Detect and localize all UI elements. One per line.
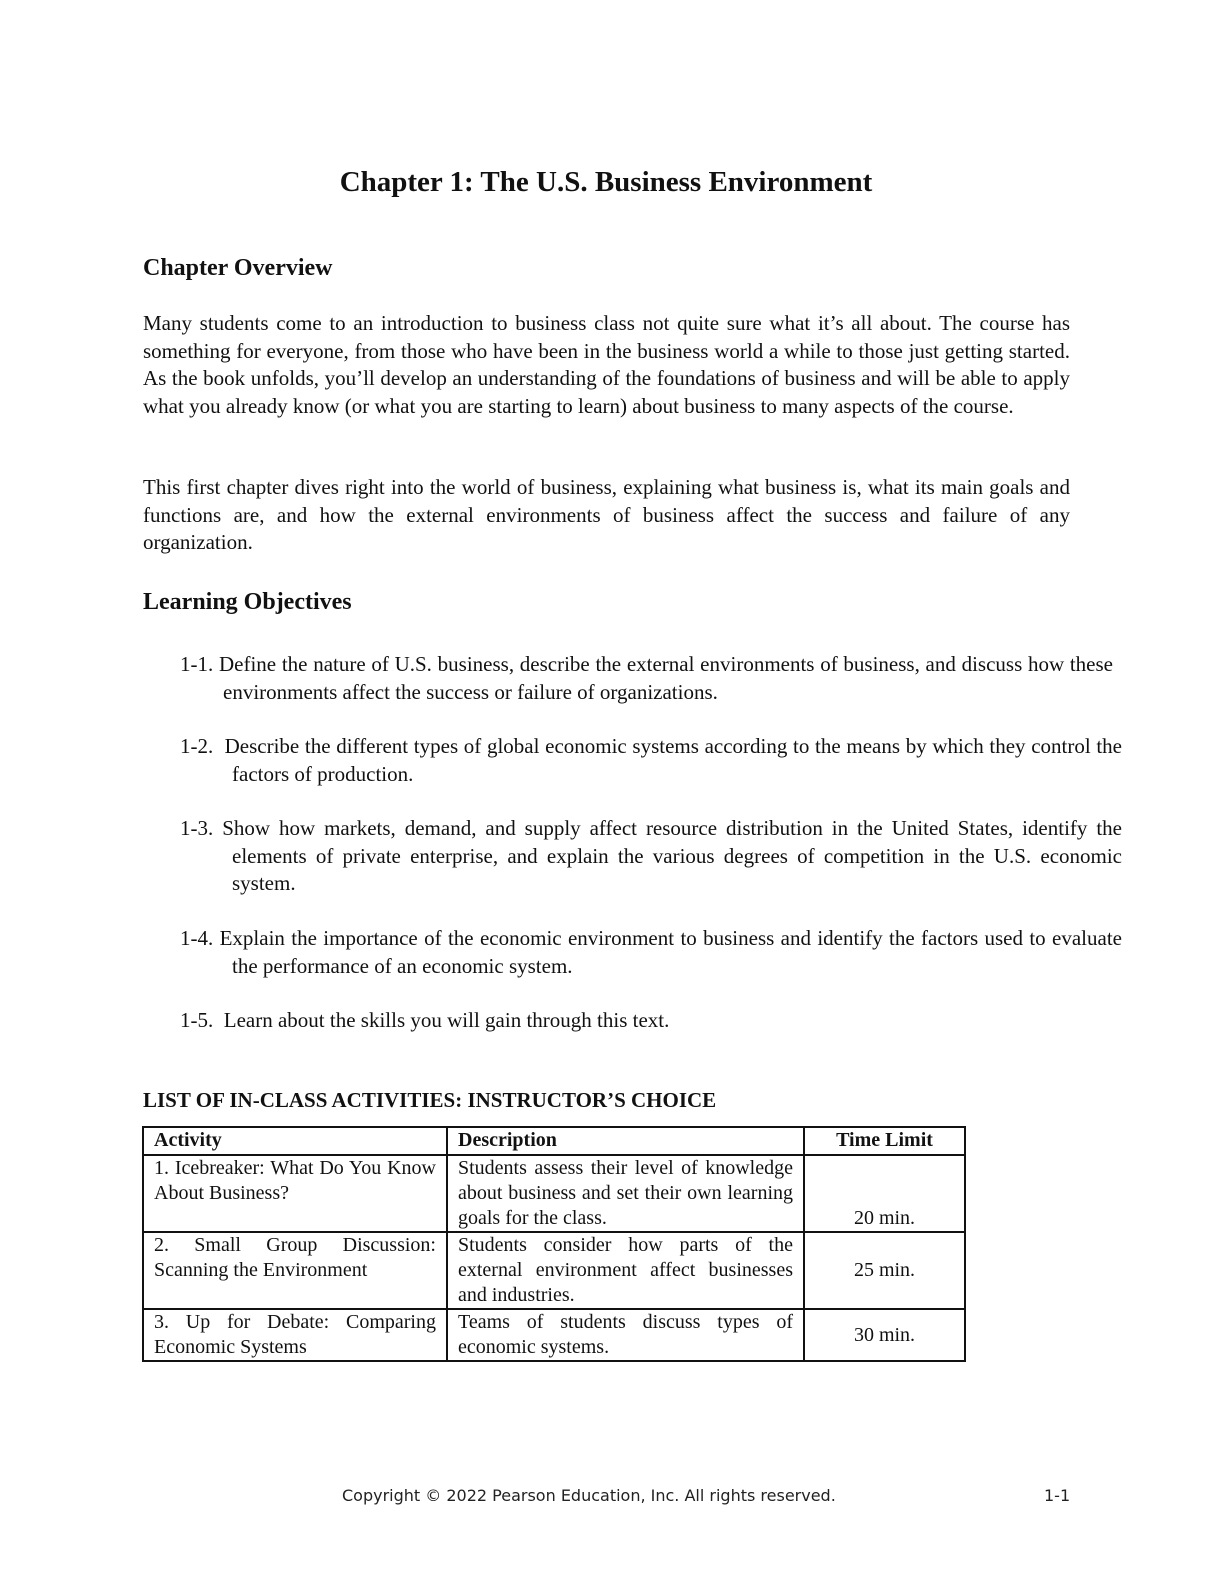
objective-text: Show how markets, demand, and supply affect resource distribution in the United States, identify the elements of private enterprise, and explain the various degrees of competition in the U.S. economic system. (222, 816, 1122, 895)
table-header-row (143, 1127, 965, 1155)
table-row (143, 1232, 965, 1309)
activities-heading: LIST OF IN-CLASS ACTIVITIES: INSTRUCTOR’S CHOICE (143, 1088, 717, 1112)
objective-text: Learn about the skills you will gain through this text. (223, 1008, 670, 1032)
table-row (143, 1155, 965, 1232)
objective-1-2 (180, 733, 1122, 788)
objective-1-5 (180, 1007, 1070, 1035)
time-limit-cell: 30 min. (804, 1309, 965, 1361)
time-limit-cell: 20 min. (804, 1155, 965, 1232)
objective-1-1 (180, 651, 1113, 706)
overview-paragraph-1: Many students come to an introduction to business class not quite sure what it’s all about. The course has something for everyone, from those who have been in the business world a while to those just getting started. As the book unfolds, you’ll develop an understanding of the foundations of business and will be able to apply what you already know (or what you are starting to learn) about business to many aspects of the course. (143, 311, 1070, 418)
footer-page-number: 1-1 (1044, 1486, 1071, 1505)
objectives-heading: Learning Objectives (143, 589, 352, 615)
overview-paragraph-2: This first chapter dives right into the world of business, explaining what business is, what its main goals and functions are, and how the external environments of business affect the success and failure of any organization. (143, 475, 1070, 554)
objective-1-4 (180, 925, 1122, 980)
objective-text: Define the nature of U.S. business, describe the external environments of business, and discuss how these environments affect the success or failure of organizations. (218, 652, 1114, 704)
overview-heading: Chapter Overview (143, 255, 333, 281)
table-row (143, 1309, 965, 1361)
description-cell: Teams of students discuss types of economic systems. (447, 1309, 804, 1361)
objective-text: Describe the different types of global economic systems according to the means by which they control the factors of production. (224, 734, 1123, 786)
objective-number: 1-4. (180, 926, 220, 950)
objective-1-3 (180, 815, 1122, 898)
activity-cell: 3. Up for Debate: Comparing Economic Systems (143, 1309, 447, 1361)
column-header-description: Description (447, 1127, 804, 1155)
column-header-time-limit: Time Limit (804, 1127, 965, 1155)
time-limit-cell: 25 min. (804, 1232, 965, 1309)
description-cell: Students assess their level of knowledge about business and set their own learning goals for the class. (447, 1155, 804, 1232)
activity-cell: 1. Icebreaker: What Do You Know About Business? (143, 1155, 447, 1232)
footer-copyright: Copyright © 2022 Pearson Education, Inc. All rights reserved. (342, 1486, 836, 1505)
objective-text: Explain the importance of the economic environment to business and identify the factors used to evaluate the performance of an economic system. (219, 926, 1122, 978)
objective-number: 1-2. (180, 734, 225, 758)
objective-number: 1-1. (180, 652, 219, 676)
objective-number: 1-3. (180, 816, 223, 840)
column-header-activity: Activity (143, 1127, 447, 1155)
objective-number: 1-5. (180, 1008, 224, 1032)
chapter-title: Chapter 1: The U.S. Business Environment (339, 166, 873, 198)
activities-table (142, 1126, 966, 1362)
description-cell: Students consider how parts of the external environment affect businesses and industries. (447, 1232, 804, 1309)
activity-cell: 2. Small Group Discussion: Scanning the Environment (143, 1232, 447, 1309)
